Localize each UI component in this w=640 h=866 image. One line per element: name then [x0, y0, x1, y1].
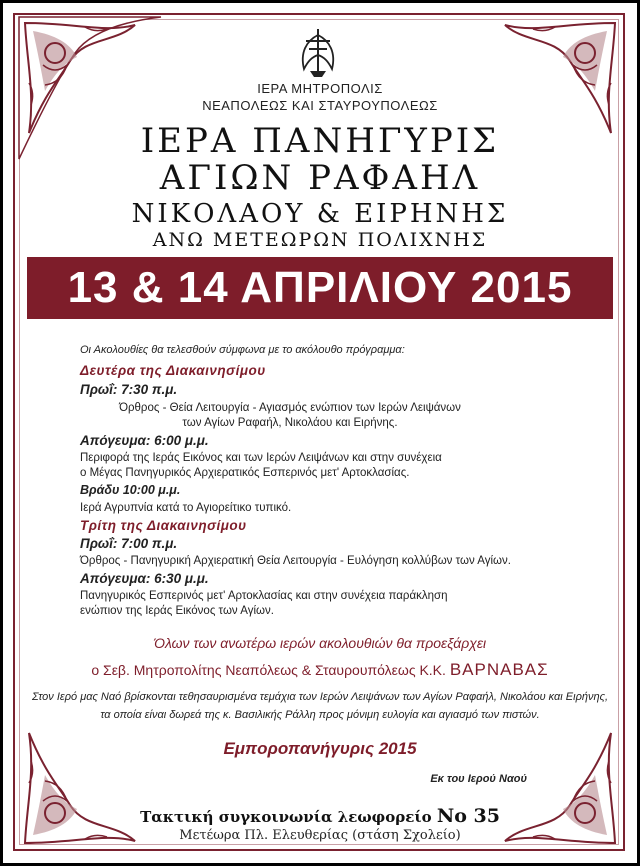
day2-afternoon-time: Απόγευμα: 6:30 μ.μ.: [80, 571, 209, 586]
day1-evening-desc: Ιερά Αγρυπνία κατά το Αγιορείτικο τυπικό.: [80, 502, 292, 514]
metropolis-emblem-icon: [296, 27, 340, 79]
signature: Εκ του Ιερού Ναού: [430, 773, 527, 785]
title-line2: ΑΓΙΩΝ ΡΑΦΑΗΛ: [159, 158, 481, 198]
bishop-title: ο Σεβ. Μητροπολίτης Νεαπόλεως & Σταυρουπόλεως Κ.Κ.: [91, 662, 446, 678]
relics-note-line2: τα οποία είναι δωρεά της κ. Βασιλικής Ράλλη προς μόνιμη ευλογία και αγιασμό των πιστών.: [100, 709, 540, 721]
transport-line1: [3, 805, 637, 827]
transport-stop: Μετέωρα Πλ. Ελευθερίας (στάση Σχολείο): [179, 828, 461, 843]
program-intro: Οι Ακολουθίες θα τελεσθούν σύμφωνα με το ακόλουθο πρόγραμμα:: [80, 344, 405, 356]
day1-afternoon-time: Απόγευμα: 6:00 μ.μ.: [80, 433, 209, 448]
poster: [3, 3, 637, 863]
bishop-name: ΒΑΡΝΑΒΑΣ: [449, 660, 549, 679]
title-line4: ΑΝΩ ΜΕΤΕΩΡΩΝ ΠΟΛΙΧΝΗΣ: [152, 229, 488, 251]
day2-morning-desc: Όρθρος - Πανηγυρική Αρχιερατική Θεία Λειτουργία - Ευλόγηση κολλύβων των Αγίων.: [80, 555, 511, 567]
date-banner: 13 & 14 ΑΠΡΙΛΙΟΥ 2015: [27, 257, 613, 319]
day2-afternoon-desc-line2: ενώπιον της Ιεράς Εικόνος των Αγίων.: [80, 605, 274, 617]
presiding-line1: Όλων των ανωτέρω ιερών ακολουθιών θα προεξάρχει: [153, 635, 487, 651]
relics-note-line1: Στον Ιερό μας Ναό βρίσκονται τεθησαυρισμένα τεμάχια των Ιερών Λειψάνων των Αγίων Ραφαήλ, Νικολάου και Ειρήνης,: [31, 691, 609, 703]
day1-morning-desc-line2: των Αγίων Ραφαήλ, Νικολάου και Ειρήνης.: [182, 417, 398, 429]
day2-morning-time: Πρωΐ: 7:00 π.μ.: [80, 536, 178, 551]
day1-afternoon-desc-line1: Περιφορά της Ιεράς Εικόνος και των Ιερών Λειψάνων και στην συνέχεια: [80, 452, 442, 464]
transport-label: Τακτική συγκοινωνία λεωφορείο: [140, 808, 432, 826]
day1-morning-time: Πρωΐ: 7:30 π.μ.: [80, 382, 178, 397]
day2-heading: Τρίτη της Διακαινησίμου: [80, 518, 247, 533]
day1-afternoon-desc-line2: ο Μέγας Πανηγυρικός Αρχιερατικός Εσπερινός μετ' Αρτοκλασίας.: [80, 467, 410, 479]
bus-number: Νο 35: [436, 805, 500, 827]
presiding-line2: [3, 660, 637, 680]
title-line1: ΙΕΡΑ ΠΑΝΗΓΥΡΙΣ: [140, 121, 500, 161]
day1-heading: Δευτέρα της Διακαινησίμου: [80, 363, 266, 378]
day1-evening-time: Βράδυ 10:00 μ.μ.: [80, 483, 181, 497]
title-line3: ΝΙΚΟΛΑΟΥ & ΕΙΡΗΝΗΣ: [131, 199, 509, 229]
metropolis-name-line1: ΙΕΡΑ ΜΗΤΡΟΠΟΛΙΣ: [257, 81, 383, 96]
fair-title: Εμποροπανήγυρις 2015: [223, 739, 417, 758]
day2-afternoon-desc-line1: Πανηγυρικός Εσπερινός μετ' Αρτοκλασίας και στην συνέχεια παράκληση: [80, 590, 448, 602]
day1-morning-desc-line1: Όρθρος - Θεία Λειτουργία - Αγιασμός ενώπιον των Ιερών Λειψάνων: [119, 402, 461, 414]
metropolis-name-line2: ΝΕΑΠΟΛΕΩΣ ΚΑΙ ΣΤΑΥΡΟΥΠΟΛΕΩΣ: [202, 98, 438, 113]
